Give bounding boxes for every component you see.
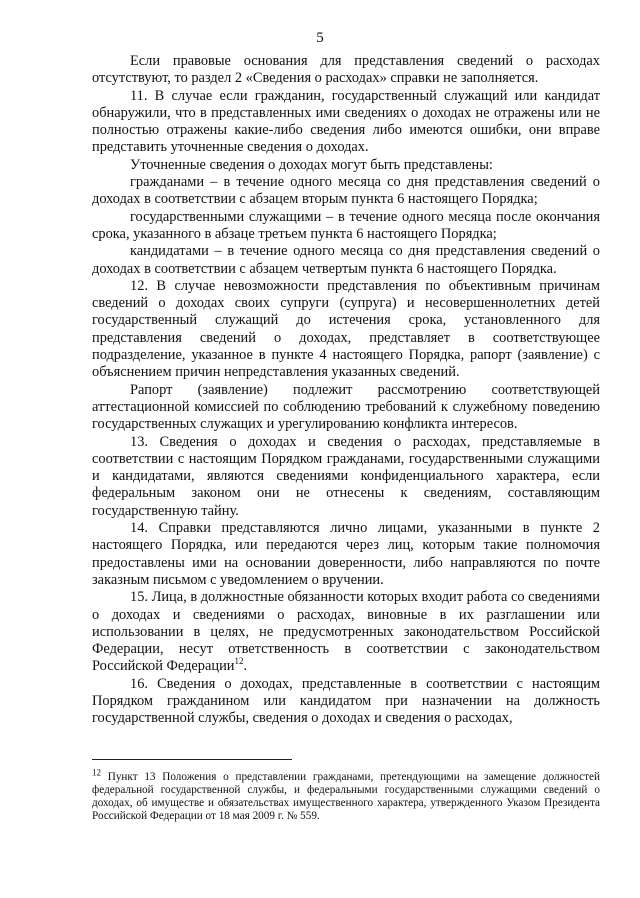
footnote — [92, 767, 600, 823]
document-body — [92, 53, 600, 728]
footnote-marker: 12 — [92, 767, 101, 778]
paragraph-16: 16. Сведения о доходах, представленные в соответствии с настоящим Порядком гражданином или кандидатом при назначении на должность государственной службы, сведения о доходах и сведения о расходах, — [92, 675, 600, 727]
paragraph: Рапорт (заявление) подлежит рассмотрению соответствующей аттестационной комиссией по соблюдению требований к служебному поведению государственных служащих и урегулированию конфликта интересов. — [92, 381, 600, 433]
paragraph: 14. Справки представляются лично лицами, указанными в пункте 2 настоящего Порядка, или передаются через лиц, которым такие полномочия предоставлены ими на основании доверенности, либо направляются по почте заказным письмом с уведомлением о вручении. — [92, 520, 600, 588]
paragraph: Уточненные сведения о доходах могут быть представлены: — [130, 156, 493, 173]
paragraph: 13. Сведения о доходах и сведения о расходах, представляемые в соответствии с настоящим Порядком гражданами, государственными служащими и кандидатами, являются сведениями конфиденциального характера, если федеральным законом они не отнесены к сведениям, составляющим государственную тайну. — [92, 433, 600, 519]
paragraph: Если правовые основания для представления сведений о расходах отсутствуют, то раздел 2 «Сведения о расходах» справки не заполняется. — [92, 53, 600, 87]
page-number: 5 — [316, 30, 324, 46]
paragraph: 11. В случае если гражданин, государственный служащий или кандидат обнаружили, что в представленных ими сведениях о доходах не отражены или не полностью отражены какие-либо сведения либо имеются ошибки, они вправе представить уточненные сведения о доходах. — [92, 87, 600, 156]
paragraph: 12. В случае невозможности представления по объективным причинам сведений о доходах своих супруги (супруга) и несовершеннолетних детей государственный служащий до истечения срока, установленного для представления сведений о доходах, представляет в соответствующее подразделение, указанное в пункте 4 настоящего Порядка, рапорт (заявление) с объяснением причин непредставления указанных сведений. — [92, 277, 600, 381]
footnote-text: Пункт 13 Положения о представлении гражданами, претендующими на замещение должностей федеральной государственной службы, и федеральными государственными служащими сведений о доходах, об имуществе и обязательствах имущественного характера, утвержденного Указом Президента Российской Федерации от 18 мая 2009 г. № 559. — [92, 771, 600, 822]
paragraph-15 — [92, 589, 600, 675]
footnote-divider — [92, 759, 292, 760]
paragraph: гражданами – в течение одного месяца со дня представления сведений о доходах в соответствии с абзацем вторым пункта 6 настоящего Порядка; — [92, 174, 600, 208]
paragraph: государственными служащими – в течение одного месяца после окончания срока, указанного в абзаце третьем пункта 6 настоящего Порядка; — [92, 208, 600, 242]
paragraph: кандидатами – в течение одного месяца со дня представления сведений о доходах в соответствии с абзацем четвертым пункта 6 настоящего Порядка. — [92, 243, 600, 277]
footnote-reference[interactable]: 12 — [234, 656, 244, 667]
paragraph-15-end: . — [243, 658, 248, 675]
paragraph-15-text: 15. Лица, в должностные обязанности которых входит работа со сведениями о доходах и сведениями о расходах, виновные в их разглашении или использовании в целях, не предусмотренных законодательством Российской Федерации, несут ответственность в соответствии с законодательством Российской Федерации — [92, 589, 600, 675]
